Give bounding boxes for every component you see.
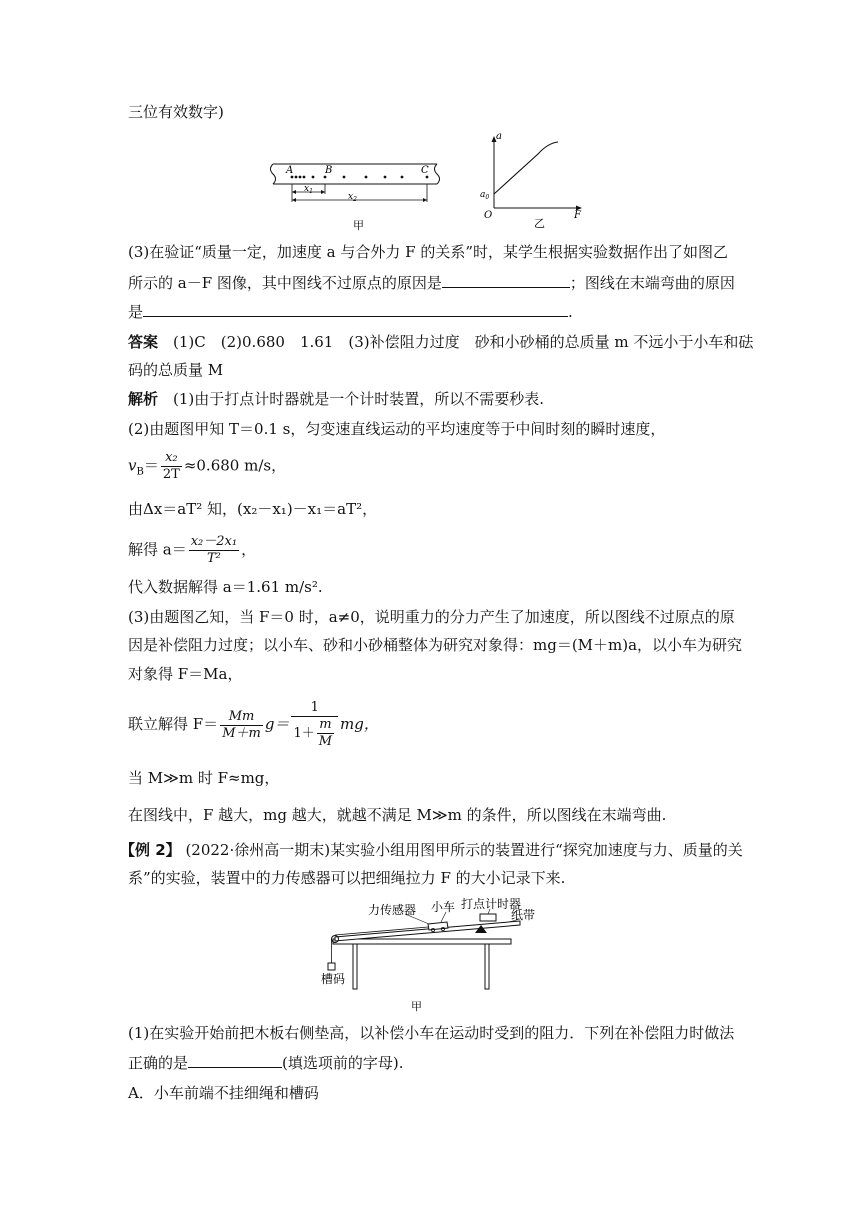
label-weight: 槽码 xyxy=(321,972,346,986)
analysis-a-formula: 解得 a＝ $\frac{\text{x₂－2x₁}}{\text{T²}}$ ， xyxy=(128,534,257,566)
analysis-line11: 当 M≫m 时 F≈mg， xyxy=(128,769,280,787)
analysis-f-formula: 联立解得 F＝ $\frac{Mm}{M+m}$ g＝ 1 1＋ $\frac{m}{M}$ mg， xyxy=(128,700,379,749)
analysis-line1: 解析 (1)由于打点计时器就是一个计时装置，所以不需要秒表. xyxy=(128,390,545,408)
tape-dot xyxy=(365,176,368,179)
q3-line3: 是 . xyxy=(128,300,573,323)
graph-origin-label: O xyxy=(484,210,493,221)
tape-x1-label: $x_1$ xyxy=(304,184,313,195)
analysis-vb-formula: $v_B=$ $\frac{\text{x₂}}{2T}$ ≈0.680 m/s， xyxy=(128,450,287,482)
tape-dot xyxy=(295,176,298,179)
analysis-line8: 因是补偿阻力过度；以小车、砂和小砂桶整体为研究对象得：mg＝(M＋m)a，以小车为研究 xyxy=(128,636,743,654)
q1-option-a: A．小车前端不挂细绳和槽码 xyxy=(128,1084,319,1102)
tape-dot xyxy=(401,176,404,179)
label-tape: 纸带 xyxy=(511,908,536,922)
label-cart: 小车 xyxy=(431,900,456,914)
graph-y-label: a xyxy=(496,131,502,142)
tape-dot xyxy=(291,176,294,179)
tape-dot xyxy=(343,176,346,179)
answer-line1: 答案 (1)C (2)0.680 1.61 (3)补偿阻力过度 砂和小砂桶的总质量 m 不远小于小车和砝 xyxy=(128,333,754,351)
tape-label-b: B xyxy=(325,165,333,176)
tape-label-a: A xyxy=(286,165,294,176)
tape-dot xyxy=(312,176,315,179)
analysis-line9: 对象得 F＝Ma， xyxy=(128,665,243,683)
intro-tail-text: 三位有效数字) xyxy=(128,103,224,121)
tape-dot xyxy=(299,176,302,179)
tape-dot xyxy=(384,176,387,179)
label-sensor: 力传感器 xyxy=(368,903,417,917)
table-leg-left xyxy=(353,944,357,989)
answer-label: 答案 xyxy=(128,333,159,351)
analysis-line2: (2)由题图甲知 T＝0.1 s，匀变速直线运动的平均速度等于中间时刻的瞬时速度， xyxy=(128,420,666,438)
cart xyxy=(428,922,448,930)
q3-line2: 所示的 a－F 图像，其中图线不过原点的原因是 ；图线在末端弯曲的原因 xyxy=(128,271,735,294)
timer xyxy=(480,914,496,921)
answer-line2: 码的总质量 M xyxy=(128,361,224,379)
graph-x-label: F xyxy=(574,210,581,221)
analysis-line7: (3)由题图乙知，当 F＝0 时，a≠0，说明重力的分力产生了加速度，所以图线不过原点的原 xyxy=(128,608,735,626)
af-curve xyxy=(494,142,558,194)
q3-blank-2[interactable] xyxy=(143,300,568,317)
apparatus-caption: 甲 xyxy=(411,1000,422,1013)
tape-dot xyxy=(324,176,327,179)
table-top xyxy=(333,939,511,944)
q1-line2: 正确的是 (填选项前的字母). xyxy=(128,1051,404,1074)
apparatus-figure xyxy=(315,897,545,1015)
analysis-line6: 代入数据解得 a＝1.61 m/s². xyxy=(128,578,323,596)
af-graph-figure xyxy=(478,130,588,230)
example2-line1: 【例 2】 (2022·徐州高一期末)某实验小组用图甲所示的装置进行“探究加速度与力、质量的关 xyxy=(120,841,743,859)
analysis-line12: 在图线中，F 越大，mg 越大，就越不满足 M≫m 的条件，所以图线在末端弯曲. xyxy=(128,806,667,824)
tape-x2-label: $x_2$ xyxy=(348,192,357,203)
graph-caption: 乙 xyxy=(534,217,545,230)
tape-caption: 甲 xyxy=(353,219,364,232)
tape-label-c: C xyxy=(421,165,429,176)
q1-line1: (1)在实验开始前把木板右侧垫高，以补偿小车在运动时受到的阻力．下列在补偿阻力时做法 xyxy=(128,1024,735,1042)
example2-label: 【例 2】 xyxy=(120,841,181,859)
tape-dot xyxy=(426,176,429,179)
analysis-line4: 由Δx＝aT² 知，(x₂－x₁)－x₁＝aT²， xyxy=(128,500,378,518)
q3-blank-1[interactable] xyxy=(442,271,570,288)
tape-dot xyxy=(303,176,306,179)
label-timer: 打点计时器 xyxy=(461,897,522,911)
table-leg-right xyxy=(485,944,489,989)
weight xyxy=(328,963,335,970)
example2-line2: 系”的实验，装置中的力传感器可以把细绳拉力 F 的大小记录下来. xyxy=(128,869,566,887)
analysis-label: 解析 xyxy=(128,390,159,408)
q3-line1: (3)在验证“质量一定，加速度 a 与合外力 F 的关系”时，某学生根据实验数据作出了如图乙 xyxy=(128,243,729,261)
q1-blank[interactable] xyxy=(188,1051,282,1068)
tape-figure xyxy=(265,158,445,233)
graph-intercept-label: $a_0$ xyxy=(480,190,490,201)
